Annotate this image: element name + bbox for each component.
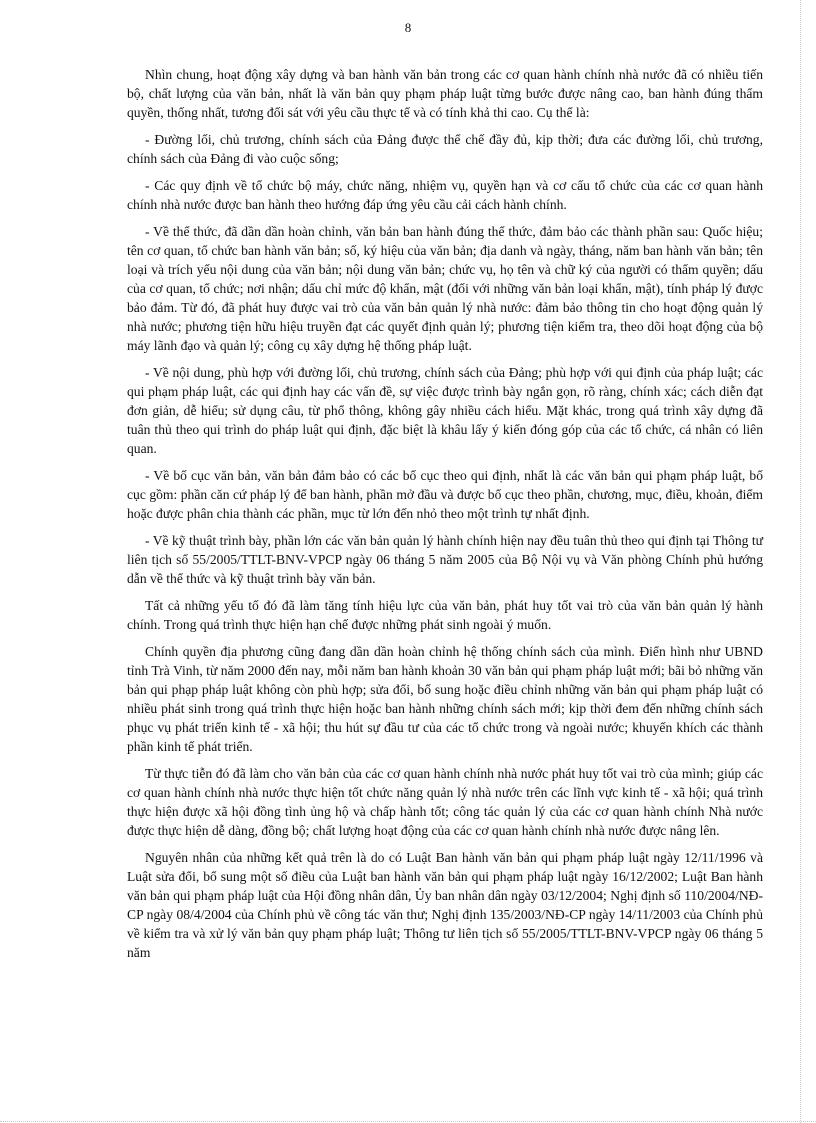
- paragraph-organization: - Các quy định về tổ chức bộ máy, chức năng, nhiệm vụ, quyền hạn và cơ cấu tổ chức của các cơ quan hành chính nhà nước được ban hành theo hướng đáp ứng yêu cầu cải cách hành chính.: [127, 178, 763, 212]
- paragraph-policy: - Đường lối, chủ trương, chính sách của Đảng được thể chế đầy đủ, kịp thời; đưa các đường lối, chủ trương, chính sách của Đảng đi vào cuộc sống;: [127, 132, 763, 166]
- page-number: 8: [404, 20, 412, 35]
- paragraph-practice: Từ thực tiễn đó đã làm cho văn bản của các cơ quan hành chính nhà nước phát huy tốt vai trò của mình; giúp các cơ quan hành chính nhà nước thực hiện tốt chức năng quản lý nhà nước trên các lĩnh vực kinh tế - xã hội; quá trình thực hiện được xã hội đồng tình ủng hộ và chấp hành tốt; công tác quản lý của các cơ quan hành chính Nhà nước được thực hiện dễ dàng, đồng bộ; chất lượng hoạt động của các cơ quan hành chính nhà nước được nâng lên.: [127, 766, 763, 838]
- paragraph-causes: Nguyên nhân của những kết quả trên là do có Luật Ban hành văn bản qui phạm pháp luật ngày 12/11/1996 và Luật sửa đổi, bổ sung một số điều của Luật ban hành văn bản qui phạm pháp luật ngày 16/12/2002; Luật Ban hành văn bản qui phạm pháp luật của Hội đồng nhân dân, Ủy ban nhân dân ngày 03/12/2004; Nghị định số 110/2004/NĐ-CP ngày 08/4/2004 của Chính phủ về công tác văn thư; Nghị định 135/2003/NĐ-CP ngày 14/11/2003 của Chính phủ về kiểm tra và xử lý văn bản quy phạm pháp luật; Thông tư liên tịch số 55/2005/TTLT-BNV-VPCP ngày 06 tháng 5 năm: [127, 850, 763, 960]
- paragraph-technique: - Về kỹ thuật trình bày, phần lớn các văn bản quản lý hành chính hiện nay đều tuân thủ theo qui định tại Thông tư liên tịch số 55/2005/TTLT-BNV-VPCP ngày 06 tháng 5 năm 2005 của Bộ Nội vụ và Văn phòng Chính phủ hướng dẫn về thể thức và kỹ thuật trình bày văn bản.: [127, 533, 763, 586]
- paragraph-structure: - Về bố cục văn bản, văn bản đảm bảo có các bố cục theo qui định, nhất là các văn bản qui phạm pháp luật, bố cục gồm: phần căn cứ pháp lý để ban hành, phần mở đầu và được bố cục theo phần, chương, mục, điều, khoản, điểm hoặc được phân chia thành các phần, mục từ lớn đến nhỏ theo một trình tự nhất định.: [127, 468, 763, 521]
- paragraph-effect: Tất cả những yếu tố đó đã làm tăng tính hiệu lực của văn bản, phát huy tốt vai trò của văn bản quản lý hành chính. Trong quá trình thực hiện hạn chế được những phát sinh ngoài ý muốn.: [127, 598, 763, 632]
- document-body: [127, 65, 763, 970]
- paragraph-intro: Nhìn chung, hoạt động xây dựng và ban hành văn bản trong các cơ quan hành chính nhà nước đã có nhiều tiến bộ, chất lượng của văn bản, nhất là văn bản quy phạm pháp luật từng bước được nâng cao, ban hành đúng thẩm quyền, thống nhất, tương đối sát với yêu cầu thực tế và có tính khả thi cao. Cụ thể là:: [127, 67, 763, 120]
- page-margin-guide-right: [800, 0, 801, 1123]
- page-margin-guide-bottom: [0, 1121, 816, 1122]
- paragraph-content: - Về nội dung, phù hợp với đường lối, chủ trương, chính sách của Đảng; phù hợp với qui định của pháp luật; các qui phạm pháp luật, các qui định hay các vấn đề, sự việc được trình bày ngắn gọn, rõ ràng, chính xác; cách diễn đạt đơn giản, dễ hiểu; sử dụng câu, từ phổ thông, không gây nhiều cách hiểu. Mặt khác, trong quá trình xây dựng đã tuân thủ theo qui trình do pháp luật qui định, đặc biệt là khâu lấy ý kiến đóng góp của các tổ chức, cá nhân có liên quan.: [127, 365, 763, 456]
- paragraph-local-government: Chính quyền địa phương cũng đang dần dần hoàn chỉnh hệ thống chính sách của mình. Điển hình như UBND tỉnh Trà Vinh, từ năm 2000 đến nay, mỗi năm ban hành khoản 30 văn bản qui phạm pháp luật mới; bãi bỏ những văn bản qui phạp pháp luật không còn phù hợp; sửa đổi, bổ sung hoặc điều chỉnh những văn bản qui phạm pháp luật có nhiều phát sinh trong quá trình thực hiện hoặc ban hành những chính sách mới; kịp thời đem đến những chính sách phục vụ phát triển kinh tế - xã hội; thu hút sự đầu tư của các tổ chức trong và ngoài nước; khuyến khích các thành phần kinh tế phát triển.: [127, 644, 763, 754]
- paragraph-format: - Về thể thức, đã dần dần hoàn chỉnh, văn bản ban hành đúng thể thức, đảm bảo các thành phần sau: Quốc hiệu; tên cơ quan, tổ chức ban hành văn bản; số, ký hiệu của văn bản; địa danh và ngày, tháng, năm ban hành văn bản; tên loại và trích yếu nội dung của văn bản; nội dung văn bản; chức vụ, họ tên và chữ ký của người có thẩm quyền; dấu của cơ quan, tổ chức; nơi nhận; dấu chỉ mức độ khẩn, mật (đối với những văn bản loại khẩn, mật), tính pháp lý được bảo đảm. Từ đó, đã phát huy được vai trò của văn bản quản lý nhà nước: đảm bảo thông tin cho hoạt động quản lý nhà nước; phương tiện hữu hiệu truyền đạt các quyết định quản lý; phương tiện kiểm tra, theo dõi hoạt động của bộ máy lãnh đạo và quản lý; công cụ xây dựng hệ thống pháp luật.: [127, 224, 763, 353]
